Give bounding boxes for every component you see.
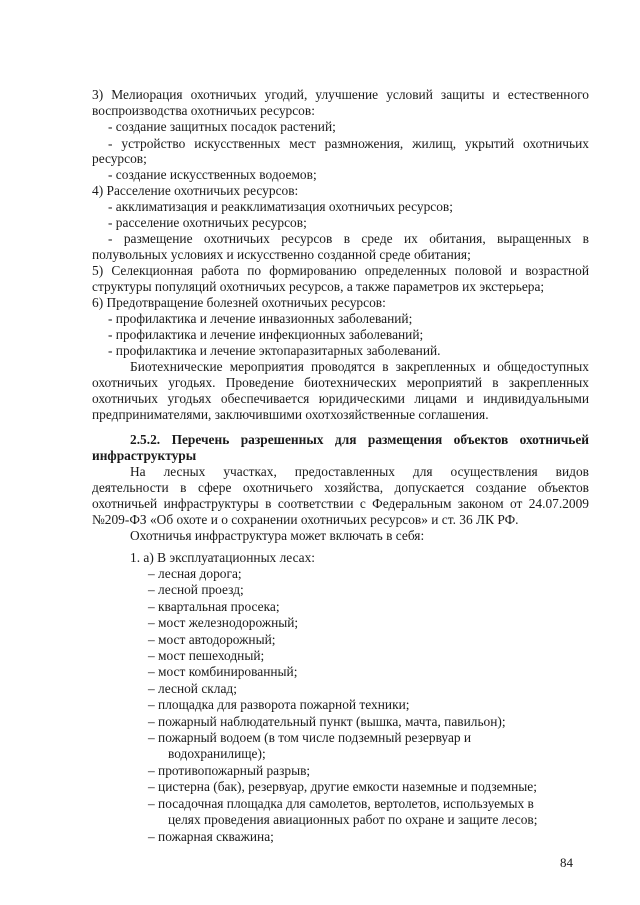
list-item: – квартальная просека; <box>148 599 280 614</box>
list-item: – пожарный водоем (в том числе подземный резервуар и <box>148 730 472 745</box>
text-line: полувольных условиях и искусственно созданной среде обитания; <box>92 247 471 262</box>
page-number: 84 <box>560 855 573 870</box>
list-item: – лесная дорога; <box>148 566 242 581</box>
list-item: – площадка для разворота пожарной техники; <box>148 697 410 712</box>
list-item: – лесной склад; <box>148 681 237 696</box>
text-line: - профилактика и лечение инвазионных заболеваний; <box>108 311 413 326</box>
text-line: - профилактика и лечение инфекционных заболеваний; <box>108 327 424 342</box>
list-item: – мост железнодорожный; <box>148 615 299 630</box>
text-line: предпринимателями, заключившими охотхозяйственные соглашения. <box>92 407 489 422</box>
text-line: №209-ФЗ «Об охоте и о сохранении охотничьих ресурсов» и ст. 36 ЛК РФ. <box>92 512 519 527</box>
list-item: – мост комбинированный; <box>148 664 298 679</box>
section-heading: инфраструктуры <box>92 448 197 463</box>
text-line: 4) Расселение охотничьих ресурсов: <box>92 183 299 198</box>
text-line: ресурсов; <box>92 151 147 166</box>
text-line: - профилактика и лечение эктопаразитарных заболеваний. <box>108 343 441 358</box>
list-item: – посадочная площадка для самолетов, вертолетов, используемых в <box>148 796 534 811</box>
text-line: 1. а) В эксплуатационных лесах: <box>130 550 316 565</box>
text-line: - устройство искусственных мест размножения, жилищ, укрытий охотничьих <box>108 136 589 151</box>
list-item: целях проведения авиационных работ по охране и защите лесов; <box>168 812 538 827</box>
list-item: – противопожарный разрыв; <box>148 763 311 778</box>
text-line: 3) Мелиорация охотничьих угодий, улучшение условий защиты и естественного <box>92 87 589 102</box>
text-line: 5) Селекционная работа по формированию определенных половой и возрастной <box>92 263 589 278</box>
list-item: – пожарная скважина; <box>148 829 274 844</box>
list-item: – пожарный наблюдательный пункт (вышка, мачта, павильон); <box>148 714 506 729</box>
text-line: На лесных участках, предоставленных для осуществления видов <box>130 464 589 479</box>
text-line: воспроизводства охотничьих ресурсов: <box>92 103 315 118</box>
list-item: водохранилище); <box>168 746 266 761</box>
section-heading: 2.5.2. Перечень разрешенных для размещения объектов охотничьей <box>130 432 589 447</box>
text-line: - расселение охотничьих ресурсов; <box>108 215 307 230</box>
text-line: Охотничья инфраструктура может включать в себя: <box>130 528 425 543</box>
list-item: – цистерна (бак), резервуар, другие емкости наземные и подземные; <box>148 779 537 794</box>
text-line: - акклиматизация и реакклиматизация охотничьих ресурсов; <box>108 199 453 214</box>
text-line: - размещение охотничьих ресурсов в среде их обитания, выращенных в <box>108 231 589 246</box>
text-line: 6) Предотвращение болезней охотничьих ресурсов: <box>92 295 386 310</box>
list-item: – лесной проезд; <box>148 582 244 597</box>
text-line: охотничьей инфраструктуры в соответствии с Федеральным законом от 24.07.2009 <box>92 496 589 511</box>
text-line: охотничьих угодьях. Проведение биотехнических мероприятий в закрепленных <box>92 375 589 390</box>
text-line: охотничьих угодьях обеспечивается юридическими лицами и индивидуальными <box>92 391 589 406</box>
list-item: – мост пешеходный; <box>148 648 265 663</box>
text-line: структуры популяций охотничьих ресурсов, а также параметров их экстерьера; <box>92 279 545 294</box>
text-line: Биотехнические мероприятия проводятся в закрепленных и общедоступных <box>130 359 589 374</box>
text-line: - создание защитных посадок растений; <box>108 119 336 134</box>
text-line: деятельности в сфере охотничьего хозяйства, допускается создание объектов <box>92 480 589 495</box>
text-line: - создание искусственных водоемов; <box>108 167 317 182</box>
list-item: – мост автодорожный; <box>148 632 276 647</box>
